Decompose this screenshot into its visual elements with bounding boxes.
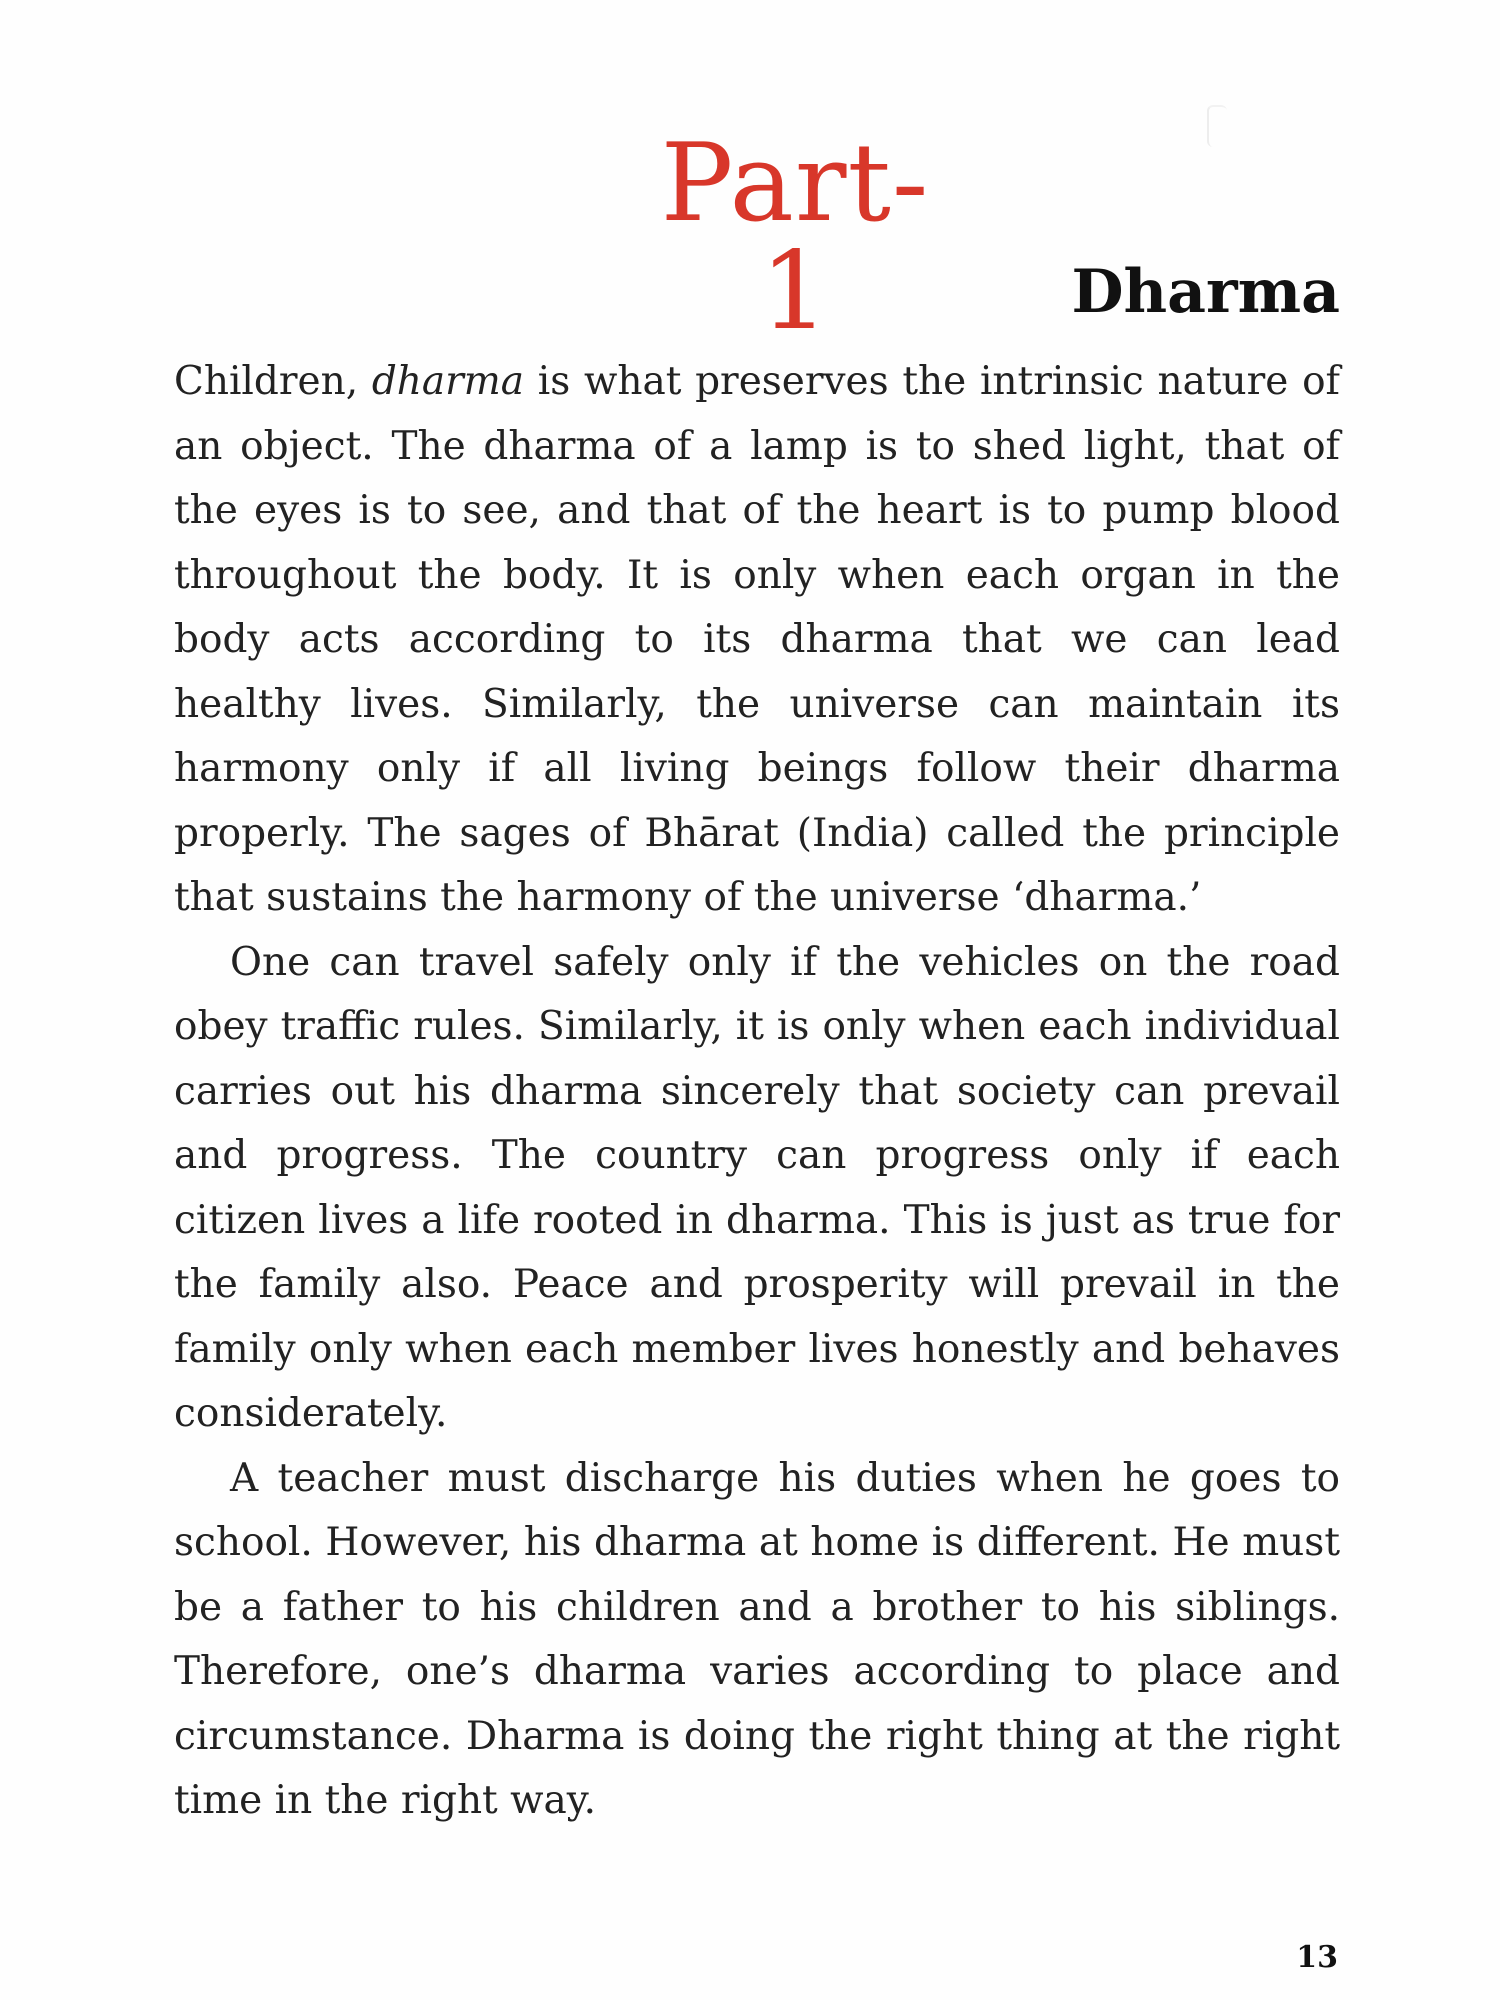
paragraph-2: One can travel safely only if the vehicles on the road obey traffic rules. Similarly, it is only when each individual carries out his dharma sincerely that society can prevail and progress. The country can progress only if each citizen lives a life rooted in dharma. This is just as true for the family also. Peace and prosperity will prevail in the family only when each member lives honestly and behaves considerately.	[174, 939, 1340, 1436]
paragraph-1-lead: Children,	[174, 359, 372, 404]
chapter-title: Dharma	[1071, 256, 1340, 327]
page-number: 13	[1296, 1940, 1338, 1975]
body-text	[174, 350, 1340, 1834]
paragraph-1-rest: is what preserves the intrinsic nature of an object. The dharma of a lamp is to shed light, that of the eyes is to see, and that of the heart is to pump blood throughout the body. It is only when each organ in the body acts according to its dharma that we can lead healthy lives. Similarly, the universe can maintain its harmony only if all living beings follow their dharma properly. The sages of Bhārat (India) called the principle that sustains the harmony of the universe ‘dharma.’	[174, 359, 1340, 920]
page-smudge-mark	[1207, 105, 1227, 147]
part-title: Part-1	[660, 121, 930, 355]
paragraph-1-italic-term: dharma	[371, 359, 525, 404]
paragraph-1	[174, 350, 1340, 931]
paragraph-3: A teacher must discharge his duties when he goes to school. However, his dharma at home is different. He must be a father to his children and a brother to his siblings. Therefore, one’s dharma varies according to place and circumstance. Dharma is doing the right thing at the right time in the right way.	[174, 1455, 1340, 1823]
